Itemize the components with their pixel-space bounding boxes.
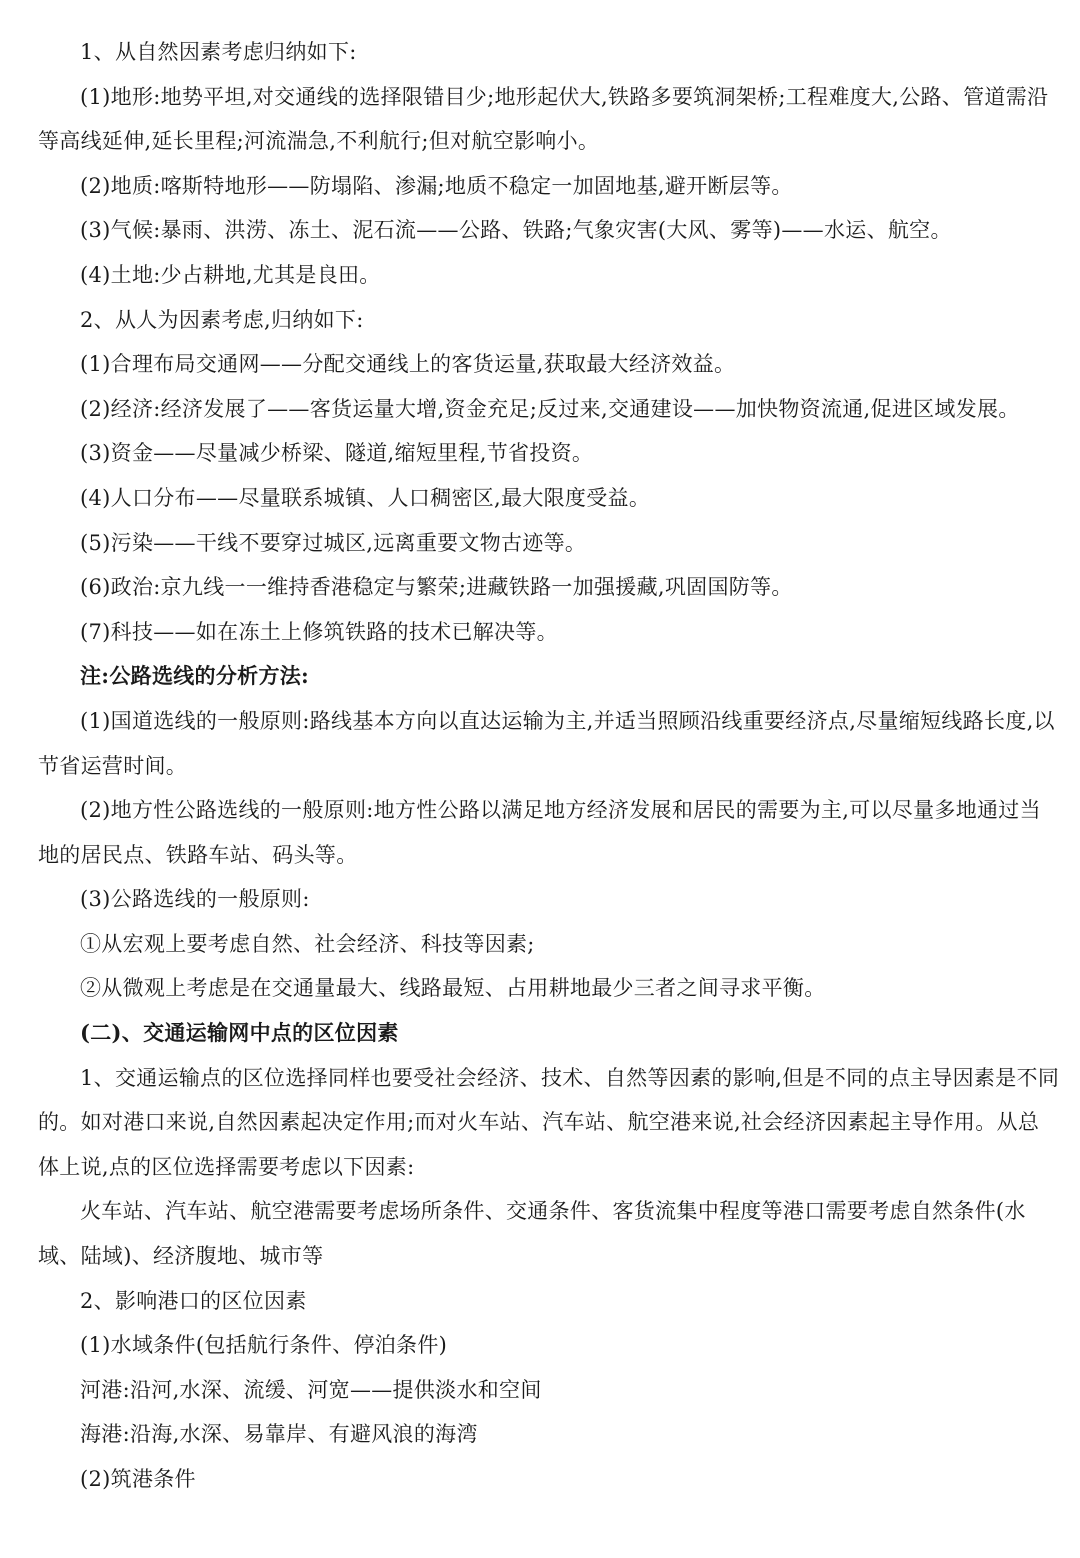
paragraph-land: (4)土地:少占耕地,尤其是良田。 bbox=[80, 262, 381, 287]
paragraph-micro: ②从微观上考虑是在交通量最大、线路最短、占用耕地最少三者之间寻求平衡。 bbox=[80, 976, 826, 1001]
paragraph-sea-port: 海港:沿海,水深、易靠岸、有避风浪的海湾 bbox=[80, 1422, 478, 1447]
paragraph-road-principles: (3)公路选线的一般原则: bbox=[80, 887, 310, 912]
paragraph-section-two-heading: (二)、交通运输网中点的区位因素 bbox=[80, 1020, 399, 1046]
paragraph-economy: (2)经济:经济发展了——客货运量大增,资金充足;反过来,交通建设——加快物资流通,促进区域发展。 bbox=[80, 396, 1020, 421]
paragraph-network-layout: (1)合理布局交通网——分配交通线上的客货运量,获取最大经济效益。 bbox=[80, 352, 736, 377]
paragraph-funding: (3)资金——尽量减少桥梁、隧道,缩短里程,节省投资。 bbox=[80, 441, 594, 466]
paragraph-water-conditions: (1)水域条件(包括航行条件、停泊条件) bbox=[80, 1333, 448, 1358]
paragraph-population: (4)人口分布——尽量联系城镇、人口稠密区,最大限度受益。 bbox=[80, 485, 651, 510]
paragraph-macro: ①从宏观上要考虑自然、社会经济、科技等因素; bbox=[80, 931, 535, 956]
paragraph-note-heading: 注:公路选线的分析方法: bbox=[80, 663, 310, 689]
paragraph-natural-factors-heading: 1、从自然因素考虑归纳如下: bbox=[80, 40, 357, 64]
paragraph-river-port: 河港:沿河,水深、流缓、河宽——提供淡水和空间 bbox=[80, 1377, 542, 1402]
paragraph-local-road: (2)地方性公路选线的一般原则:地方性公路以满足地方经济发展和居民的需要为主,可以尽量多地通过当地的居民点、铁路车站、码头等。 bbox=[38, 798, 1041, 867]
paragraph-technology: (7)科技——如在冻土上修筑铁路的技术已解决等。 bbox=[80, 619, 558, 644]
paragraph-port-factors-heading: 2、影响港口的区位因素 bbox=[80, 1288, 307, 1313]
paragraph-national-road: (1)国道选线的一般原则:路线基本方向以直达运输为主,并适当照顾沿线重要经济点,尽量缩短线路长度,以节省运营时间。 bbox=[38, 708, 1055, 778]
paragraph-construction-conditions: (2)筑港条件 bbox=[80, 1467, 196, 1491]
paragraph-geology: (2)地质:喀斯特地形——防塌陷、渗漏;地质不稳定一加固地基,避开断层等。 bbox=[80, 173, 793, 198]
paragraph-pollution: (5)污染——干线不要穿过城区,远离重要文物古迹等。 bbox=[80, 530, 587, 555]
paragraph-station-factors: 火车站、汽车站、航空港需要考虑场所条件、交通条件、客货流集中程度等港口需要考虑自然条件(水域、陆域)、经济腹地、城市等 bbox=[38, 1199, 1026, 1269]
paragraph-transport-points: 1、交通运输点的区位选择同样也要受社会经济、技术、自然等因素的影响,但是不同的点主导因素是不同的。如对港口来说,自然因素起决定作用;而对火车站、汽车站、航空港来说,社会经济因素起主导作用。从总体上说,点的区位选择需要考虑以下因素: bbox=[38, 1065, 1060, 1179]
paragraph-terrain: (1)地形:地势平坦,对交通线的选择限错目少;地形起伏大,铁路多要筑洞架桥;工程难度大,公路、管道需沿等高线延伸,延长里程;河流湍急,不利航行;但对航空影响小。 bbox=[38, 84, 1049, 154]
paragraph-climate: (3)气候:暴雨、洪涝、冻土、泥石流——公路、铁路;气象灾害(大风、雾等)——水运、航空。 bbox=[80, 218, 952, 243]
paragraph-politics: (6)政治:京九线一一维持香港稳定与繁荣;进藏铁路一加强援藏,巩固国防等。 bbox=[80, 575, 793, 600]
paragraph-human-factors-heading: 2、从人为因素考虑,归纳如下: bbox=[80, 307, 364, 332]
